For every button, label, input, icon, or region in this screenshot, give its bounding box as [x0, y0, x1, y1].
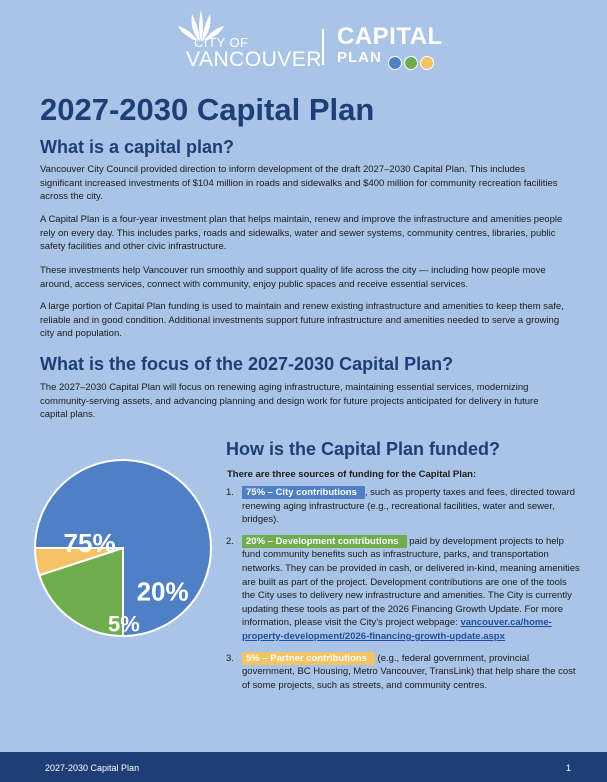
capital-plan-logo: [337, 25, 443, 67]
list-text: (e.g., federal government, provincial government, BC Housing, Metro Vancouver, TransLink) that help share the cost of some projects, such as streets, and community centres.: [242, 652, 576, 691]
list-number: 3.: [226, 652, 234, 664]
list-item: [226, 486, 580, 527]
footer-title: 2027-2030 Capital Plan: [45, 763, 140, 773]
vancouver-text: VANCOUVER: [186, 48, 322, 71]
list-item: [226, 535, 580, 644]
blue-dot-icon: [388, 56, 402, 70]
partner-contributions-highlight: 5% – Partner contributions: [242, 652, 375, 665]
funding-lead: There are three sources of funding for the Capital Plan:: [227, 469, 477, 480]
funding-list: [226, 486, 580, 700]
city-of-text: CITY OF: [194, 35, 249, 50]
page-title: 2027-2030 Capital Plan: [40, 92, 375, 127]
paragraph: A Capital Plan is a four-year investment plan that helps maintain, renew and improve the infrastructure and amenities people rely on every day. This includes parks, roads and sidewalks, water and sewer systems, community centres, libraries, public safety facilities and other civic infrastructure.: [40, 214, 563, 253]
section-heading-funding: How is the Capital Plan funded?: [226, 439, 501, 459]
paragraph: The 2027–2030 Capital Plan will focus on renewing aging infrastructure, maintaining essential services, modernizing community-serving assets, and advancing planning and design work for future projects anticipated for delivery in future capital plans.: [40, 382, 539, 421]
page-number: 1: [566, 763, 572, 773]
slice-label: 5%: [107, 611, 140, 637]
paragraph: These investments help Vancouver run smoothly and support quality of life across the city — including how people move around, access services, connect with community, enjoy public spaces and receive essential services.: [40, 265, 546, 290]
city-contributions-highlight: 75% – City contributions: [242, 486, 365, 499]
logo-divider: [322, 29, 324, 65]
paragraph: Vancouver City Council provided direction to inform development of the draft 2027–2030 Capital Plan. This includes significant increased investments of $104 million in roads and sidewalks and $400 million for community recreation facilities across the city.: [40, 164, 558, 203]
footer: [0, 752, 607, 782]
slice-label: 20%: [136, 576, 189, 607]
green-dot-icon: [404, 56, 418, 70]
list-text: , such as property taxes and fees, directed toward renewing aging infrastructure (e.g., recreational facilities, water and sewer, bridges).: [242, 487, 576, 526]
list-item: [226, 652, 580, 693]
paragraph: A large portion of Capital Plan funding is used to maintain and renew existing infrastructure and amenities to keep them safe, reliable and in good condition. Additional investments support future infrastructure and amenities needed to serve a growing city and population.: [40, 301, 564, 340]
section-heading-what-is: What is a capital plan?: [40, 137, 235, 157]
city-of-vancouver-logo: [176, 8, 322, 72]
section-heading-focus: What is the focus of the 2027-2030 Capital Plan?: [40, 354, 454, 374]
yellow-dot-icon: [420, 56, 434, 70]
development-contributions-highlight: 20% – Development contributions: [242, 535, 407, 548]
list-text: paid by development projects to help fund community benefits such as infrastructure, parks, and transportation networks. They can be provided in cash, or delivered in-kind, meaning amenities are built as part of the project. Development contributions are one of the tools the City uses to delivery new infrastructure and amenities. The City is currently updating these tools as part of the 2026 Financing Growth Update. For more information, please visit the City’s project webpage:: [242, 535, 580, 629]
slice-label: 75%: [63, 528, 116, 559]
financing-growth-update-link[interactable]: vancouver.ca/home-property-development/2026-financing-growth-update.aspx: [242, 617, 552, 642]
list-number: 2.: [226, 535, 234, 547]
capital-text: CAPITAL: [337, 23, 443, 50]
funding-pie-chart: [33, 458, 213, 638]
plan-text: PLAN: [337, 49, 382, 66]
list-number: 1.: [226, 487, 234, 498]
header: [0, 0, 607, 80]
